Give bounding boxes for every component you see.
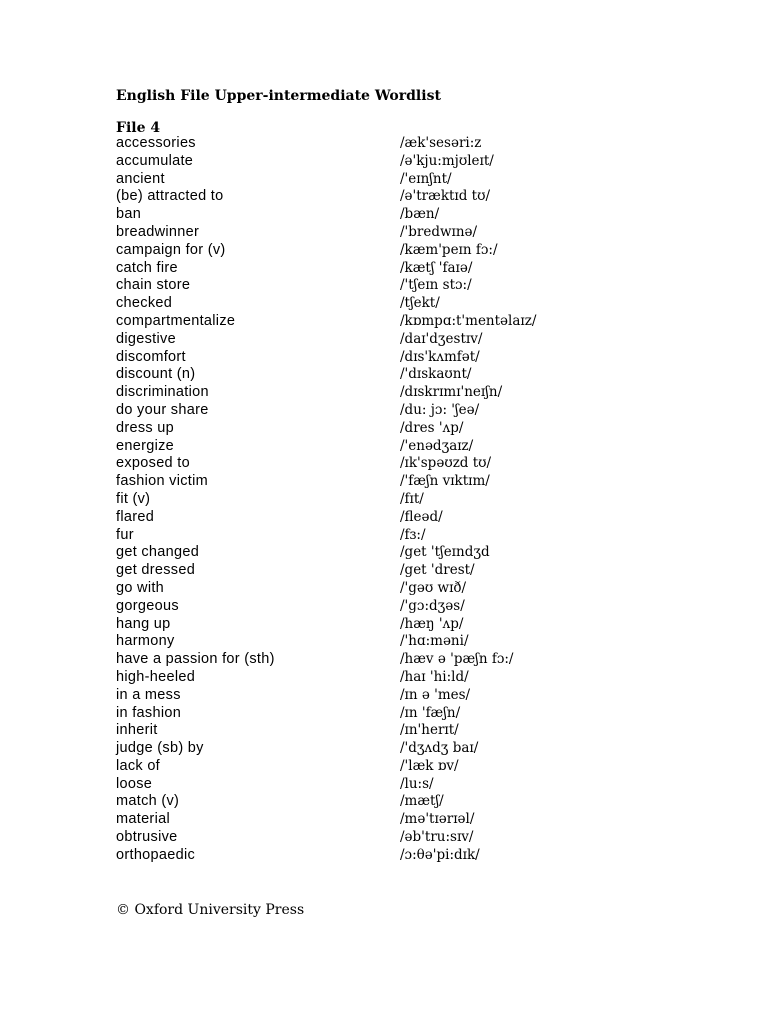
entry-word: get changed [116, 544, 200, 561]
entry-word: ancient [116, 170, 165, 187]
entry-pronunciation: /fɜ:/ [400, 526, 426, 543]
entry-pronunciation: /'dʒʌdʒ baɪ/ [400, 740, 479, 757]
list-item [116, 562, 676, 580]
entry-pronunciation: /fɪt/ [400, 490, 424, 507]
list-item [116, 206, 676, 224]
list-item [116, 740, 676, 758]
entry-word: digestive [116, 330, 176, 347]
entry-word: (be) attracted to [116, 188, 224, 205]
entry-word: ban [116, 206, 142, 223]
entry-word: obtrusive [116, 829, 178, 846]
list-item [116, 402, 676, 420]
entry-word: compartmentalize [116, 312, 236, 329]
entry-word: in fashion [116, 704, 182, 721]
entry-word: go with [116, 579, 165, 596]
entry-word: gorgeous [116, 597, 179, 614]
entry-word: fashion victim [116, 473, 209, 490]
list-item [116, 527, 676, 545]
entry-word: chain store [116, 277, 191, 294]
entry-pronunciation: /get 'drest/ [400, 562, 475, 579]
list-item [116, 384, 676, 402]
entry-pronunciation: /ə'kju:mjʊleɪt/ [400, 152, 494, 169]
list-item [116, 687, 676, 705]
entry-pronunciation: /ɔ:θə'pi:dɪk/ [400, 846, 480, 863]
entry-pronunciation: /'fæʃn vɪktɪm/ [400, 473, 490, 490]
entry-pronunciation: /dɪskrɪmɪ'neɪʃn/ [400, 384, 503, 401]
list-item [116, 776, 676, 794]
entry-pronunciation: /'læk ɒv/ [400, 757, 459, 774]
list-item [116, 438, 676, 456]
list-item [116, 793, 676, 811]
entry-pronunciation: /kætʃ 'faɪə/ [400, 259, 473, 276]
list-item [116, 722, 676, 740]
entry-word: discount (n) [116, 366, 196, 383]
entry-pronunciation: /ɪn 'fæʃn/ [400, 704, 461, 721]
list-item [116, 847, 676, 865]
entry-word: catch fire [116, 259, 178, 276]
entry-pronunciation: /bæn/ [400, 206, 440, 223]
list-item [116, 277, 676, 295]
list-item [116, 349, 676, 367]
entry-pronunciation: /du: jɔ: 'ʃeə/ [400, 401, 480, 418]
entry-word: match (v) [116, 793, 180, 810]
entry-word: accumulate [116, 152, 194, 169]
entry-pronunciation: /'bredwɪnə/ [400, 223, 478, 240]
list-item [116, 616, 676, 634]
word-list [116, 135, 676, 865]
entry-word: energize [116, 437, 175, 454]
entry-word: fur [116, 526, 134, 543]
list-item [116, 544, 676, 562]
entry-pronunciation: /əb'tru:sɪv/ [400, 829, 474, 846]
entry-word: in a mess [116, 686, 181, 703]
list-item [116, 473, 676, 491]
entry-pronunciation: /'hɑ:məni/ [400, 633, 469, 650]
list-item [116, 153, 676, 171]
entry-pronunciation: /tʃekt/ [400, 295, 440, 312]
list-item [116, 829, 676, 847]
list-item [116, 313, 676, 331]
list-item [116, 758, 676, 776]
list-item [116, 224, 676, 242]
list-item [116, 331, 676, 349]
entry-word: material [116, 811, 170, 828]
entry-pronunciation: /'dɪskaʊnt/ [400, 366, 472, 383]
list-item [116, 633, 676, 651]
entry-pronunciation: /get 'tʃeɪndʒd [400, 544, 490, 561]
list-item [116, 811, 676, 829]
list-item [116, 242, 676, 260]
entry-word: exposed to [116, 455, 190, 472]
entry-word: do your share [116, 401, 209, 418]
list-item [116, 455, 676, 473]
list-item [116, 295, 676, 313]
entry-pronunciation: /'gəʊ wɪð/ [400, 579, 467, 596]
entry-word: hang up [116, 615, 171, 632]
entry-pronunciation: /'tʃeɪn stɔ:/ [400, 277, 472, 294]
entry-pronunciation: /kɒmpɑ:t'mentəlaɪz/ [400, 312, 537, 329]
entry-pronunciation: /mə'tɪərɪəl/ [400, 811, 475, 828]
list-item [116, 491, 676, 509]
entry-pronunciation: /mætʃ/ [400, 793, 444, 810]
entry-pronunciation: /hæŋ 'ʌp/ [400, 615, 464, 632]
entry-pronunciation: /dres 'ʌp/ [400, 419, 464, 436]
entry-pronunciation: /haɪ 'hi:ld/ [400, 668, 469, 685]
entry-word: inherit [116, 722, 158, 739]
entry-word: dress up [116, 419, 175, 436]
list-item [116, 580, 676, 598]
entry-pronunciation: /'enədʒaɪz/ [400, 437, 474, 454]
list-item [116, 135, 676, 153]
entry-pronunciation: /'gɔ:dʒəs/ [400, 597, 465, 614]
entry-pronunciation: /ɪk'spəʊzd tʊ/ [400, 455, 492, 472]
entry-word: get dressed [116, 562, 196, 579]
entry-word: harmony [116, 633, 175, 650]
list-item [116, 509, 676, 527]
entry-pronunciation: /kæm'peɪn fɔ:/ [400, 241, 498, 258]
entry-word: checked [116, 295, 173, 312]
entry-pronunciation: /fleəd/ [400, 508, 443, 525]
entry-word: have a passion for (sth) [116, 651, 275, 668]
list-item [116, 598, 676, 616]
copyright-footer: © Oxford University Press [116, 902, 305, 918]
entry-pronunciation: /daɪ'dʒestɪv/ [400, 330, 483, 347]
entry-word: campaign for (v) [116, 241, 226, 258]
entry-word: discomfort [116, 348, 186, 365]
list-item [116, 366, 676, 384]
list-item [116, 705, 676, 723]
entry-word: accessories [116, 135, 196, 151]
entry-pronunciation: /lu:s/ [400, 775, 434, 792]
entry-word: judge (sb) by [116, 740, 204, 757]
entry-word: lack of [116, 757, 161, 774]
entry-word: flared [116, 508, 155, 525]
list-item [116, 260, 676, 278]
entry-word: breadwinner [116, 223, 200, 240]
entry-pronunciation: /dɪs'kʌmfət/ [400, 348, 480, 365]
list-item [116, 171, 676, 189]
entry-word: orthopaedic [116, 846, 196, 863]
entry-pronunciation: /ɪn ə 'mes/ [400, 686, 471, 703]
section-heading: File 4 [116, 120, 161, 136]
list-item [116, 651, 676, 669]
list-item [116, 188, 676, 206]
entry-word: loose [116, 775, 153, 792]
entry-pronunciation: /ɪn'herɪt/ [400, 722, 459, 739]
entry-word: discrimination [116, 384, 209, 401]
list-item [116, 420, 676, 438]
entry-word: fit (v) [116, 490, 151, 507]
list-item [116, 669, 676, 687]
entry-word: high-heeled [116, 668, 196, 685]
entry-pronunciation: /ə'træktɪd tʊ/ [400, 188, 491, 205]
entry-pronunciation: /æk'sesəri:z [400, 135, 482, 151]
page-title: English File Upper-intermediate Wordlist [116, 88, 441, 104]
entry-pronunciation: /'eɪnʃnt/ [400, 170, 452, 187]
entry-pronunciation: /hæv ə 'pæʃn fɔ:/ [400, 651, 514, 668]
